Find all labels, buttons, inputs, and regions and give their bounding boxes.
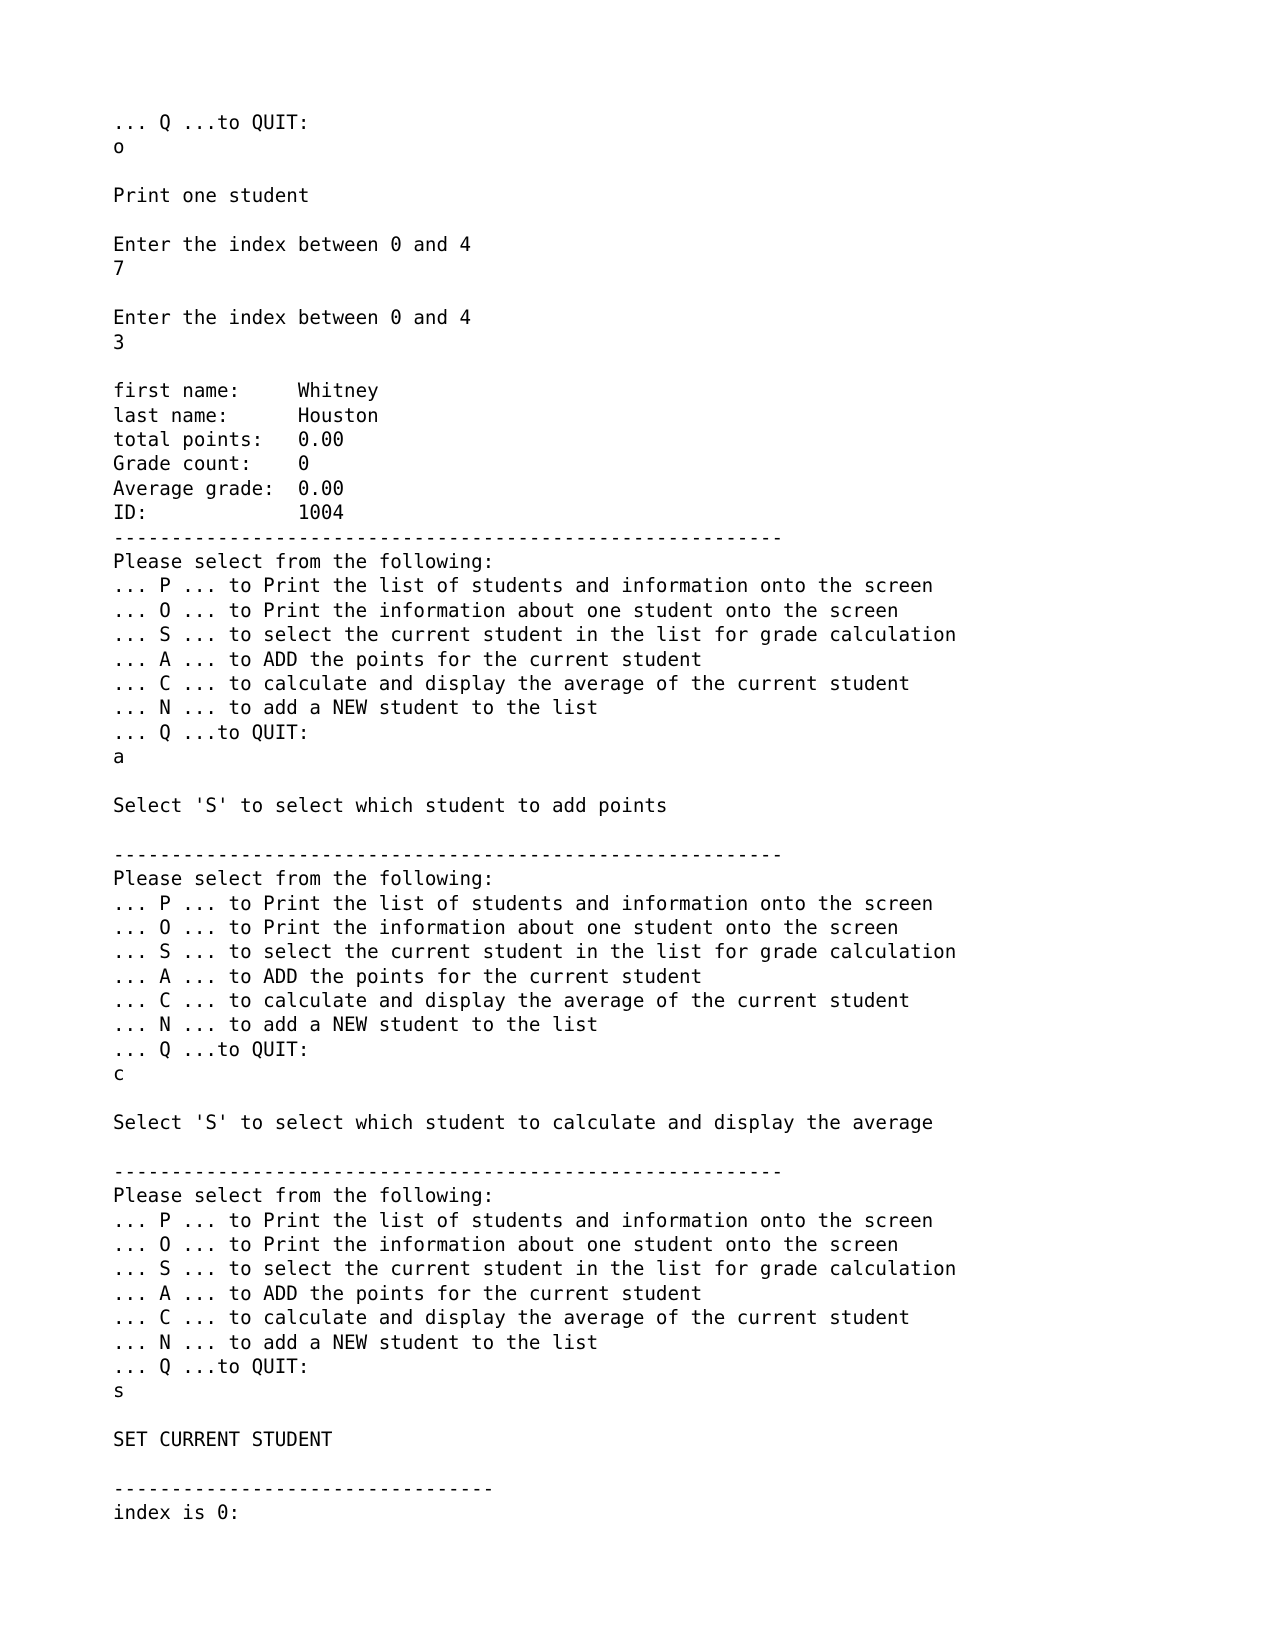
console-line: Please select from the following: (113, 550, 495, 574)
console-line: ... N ... to add a NEW student to the list (113, 1330, 599, 1354)
console-line: ... A ... to ADD the points for the current student (113, 1281, 703, 1305)
console-line: Please select from the following: (113, 867, 495, 891)
console-line: a (113, 745, 125, 769)
console-line: ---------------------------------------------------------- (113, 1159, 784, 1183)
console-line (113, 1135, 1213, 1159)
console-line: Grade count: 0 (113, 452, 310, 476)
console-line: SET CURRENT STUDENT (113, 1428, 333, 1452)
console-line (113, 355, 1213, 379)
console-line: total points: 0.00 (113, 428, 345, 452)
console-line (113, 818, 1213, 842)
console-line: first name: Whitney (113, 379, 379, 403)
console-line: Average grade: 0.00 (113, 476, 345, 500)
console-line: ... Q ...to QUIT: (113, 111, 310, 134)
console-line (113, 1452, 1213, 1476)
console-line: ... C ... to calculate and display the average of the current student (113, 989, 911, 1013)
console-line: ... A ... to ADD the points for the current student (113, 647, 703, 671)
console-line: ID: 1004 (113, 501, 345, 525)
console-output (113, 111, 1213, 1526)
console-line (113, 160, 1213, 184)
console-line: Print one student (113, 184, 310, 208)
console-line: ... O ... to Print the information about one student onto the screen (113, 598, 899, 622)
console-line: ... P ... to Print the list of students and information onto the screen (113, 891, 934, 915)
console-line: c (113, 1062, 125, 1086)
console-line: ... S ... to select the current student in the list for grade calculation (113, 1257, 957, 1281)
console-line: ... Q ...to QUIT: (113, 1354, 310, 1378)
console-line: 7 (113, 257, 125, 281)
console-line: Enter the index between 0 and 4 (113, 306, 472, 330)
console-line: ... O ... to Print the information about one student onto the screen (113, 915, 899, 939)
console-line: ... P ... to Print the list of students and information onto the screen (113, 574, 934, 598)
console-line: ... P ... to Print the list of students and information onto the screen (113, 1208, 934, 1232)
console-line: ---------------------------------------------------------- (113, 842, 784, 866)
console-line: ... S ... to select the current student in the list for grade calculation (113, 623, 957, 647)
console-line: ... Q ...to QUIT: (113, 1037, 310, 1061)
console-line: ... C ... to calculate and display the average of the current student (113, 671, 911, 695)
console-line: Please select from the following: (113, 1184, 495, 1208)
console-line (113, 209, 1213, 233)
console-line: o (113, 135, 125, 159)
console-line: ... Q ...to QUIT: (113, 720, 310, 744)
console-line: ... O ... to Print the information about one student onto the screen (113, 1232, 899, 1256)
console-line: ---------------------------------------------------------- (113, 525, 784, 549)
console-line: last name: Houston (113, 403, 379, 427)
console-line: ... A ... to ADD the points for the current student (113, 964, 703, 988)
console-line (113, 770, 1213, 794)
console-line: Enter the index between 0 and 4 (113, 232, 472, 256)
console-line: ... S ... to select the current student in the list for grade calculation (113, 940, 957, 964)
console-line: s (113, 1379, 125, 1403)
console-line (113, 282, 1213, 306)
console-line (113, 1087, 1213, 1111)
console-line: ... N ... to add a NEW student to the list (113, 696, 599, 720)
console-line: ... N ... to add a NEW student to the list (113, 1013, 599, 1037)
console-line: Select 'S' to select which student to add points (113, 793, 668, 817)
console-line: --------------------------------- (113, 1476, 495, 1500)
console-line: index is 0: (113, 1501, 241, 1525)
console-line: Select 'S' to select which student to calculate and display the average (113, 1111, 934, 1135)
console-line (113, 1404, 1213, 1428)
console-line: 3 (113, 330, 125, 354)
console-line: ... C ... to calculate and display the average of the current student (113, 1306, 911, 1330)
